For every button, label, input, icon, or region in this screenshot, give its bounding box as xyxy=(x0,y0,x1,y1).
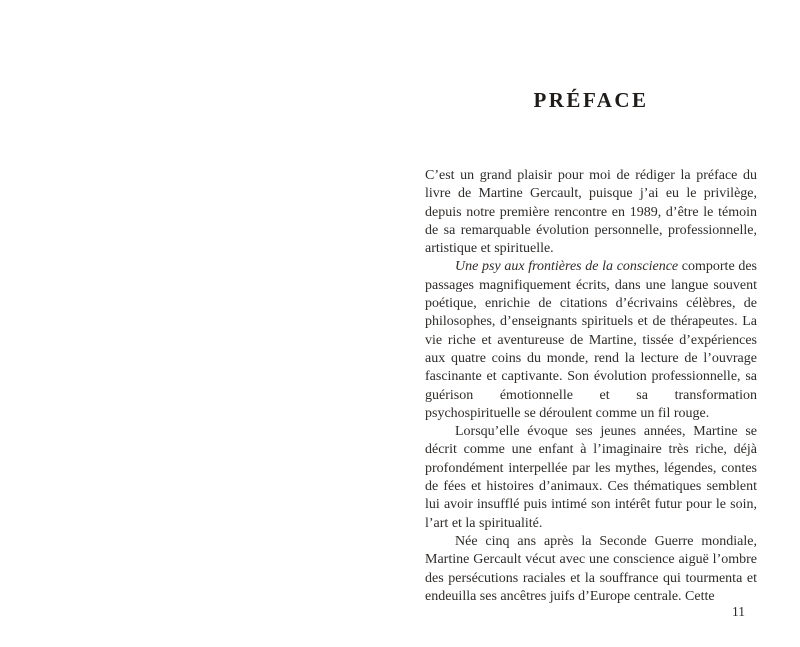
paragraph-book-description xyxy=(425,258,757,423)
paragraph-book-description-text: comporte des passages magnifiquement écrits, dans une langue souvent poétique, enrichie de citations d’écrivains célèbres, de philosophes, d’enseignants spirituels et de thérapeutes. La vie riche et aventureuse de Martine, tissée d’expériences aux quatre coins du monde, rend la lecture de l’ouvrage fascinante et captivante. Son évolution professionnelle, sa guérison émotionnelle et sa transformation psychospirituelle se déroulent comme un fil rouge. xyxy=(425,259,757,421)
chapter-title: PRÉFACE xyxy=(533,88,649,112)
paragraph-opening: C’est un grand plaisir pour moi de rédiger la préface du livre de Martine Gercault, puisque j’ai eu le privilège, depuis notre première rencontre en 1989, d’être le témoin de sa remarquable évolution personnelle, professionnelle, artistique et spirituelle. xyxy=(425,168,757,257)
paragraph-childhood: Lorsqu’elle évoque ses jeunes années, Martine se décrit comme une enfant à l’imaginaire très riche, déjà profondément interpellée par les mythes, légendes, contes de fées et histoires d’animaux. Ces thématiques semblent lui avoir insufflé puis intimé son intérêt futur pour le soin, l’art et la spiritualité. xyxy=(425,424,757,531)
paragraph-postwar: Née cinq ans après la Seconde Guerre mondiale, Martine Gercault vécut avec une conscience aiguë l’ombre des persécutions raciales et la souffrance qui tourmenta et endeuilla ses ancêtres juifs d’Europe centrale. Cette xyxy=(425,533,757,604)
book-title-italic: Une psy aux frontières de la conscience xyxy=(455,259,679,275)
body-text xyxy=(425,167,757,606)
page-number: 11 xyxy=(732,604,745,619)
